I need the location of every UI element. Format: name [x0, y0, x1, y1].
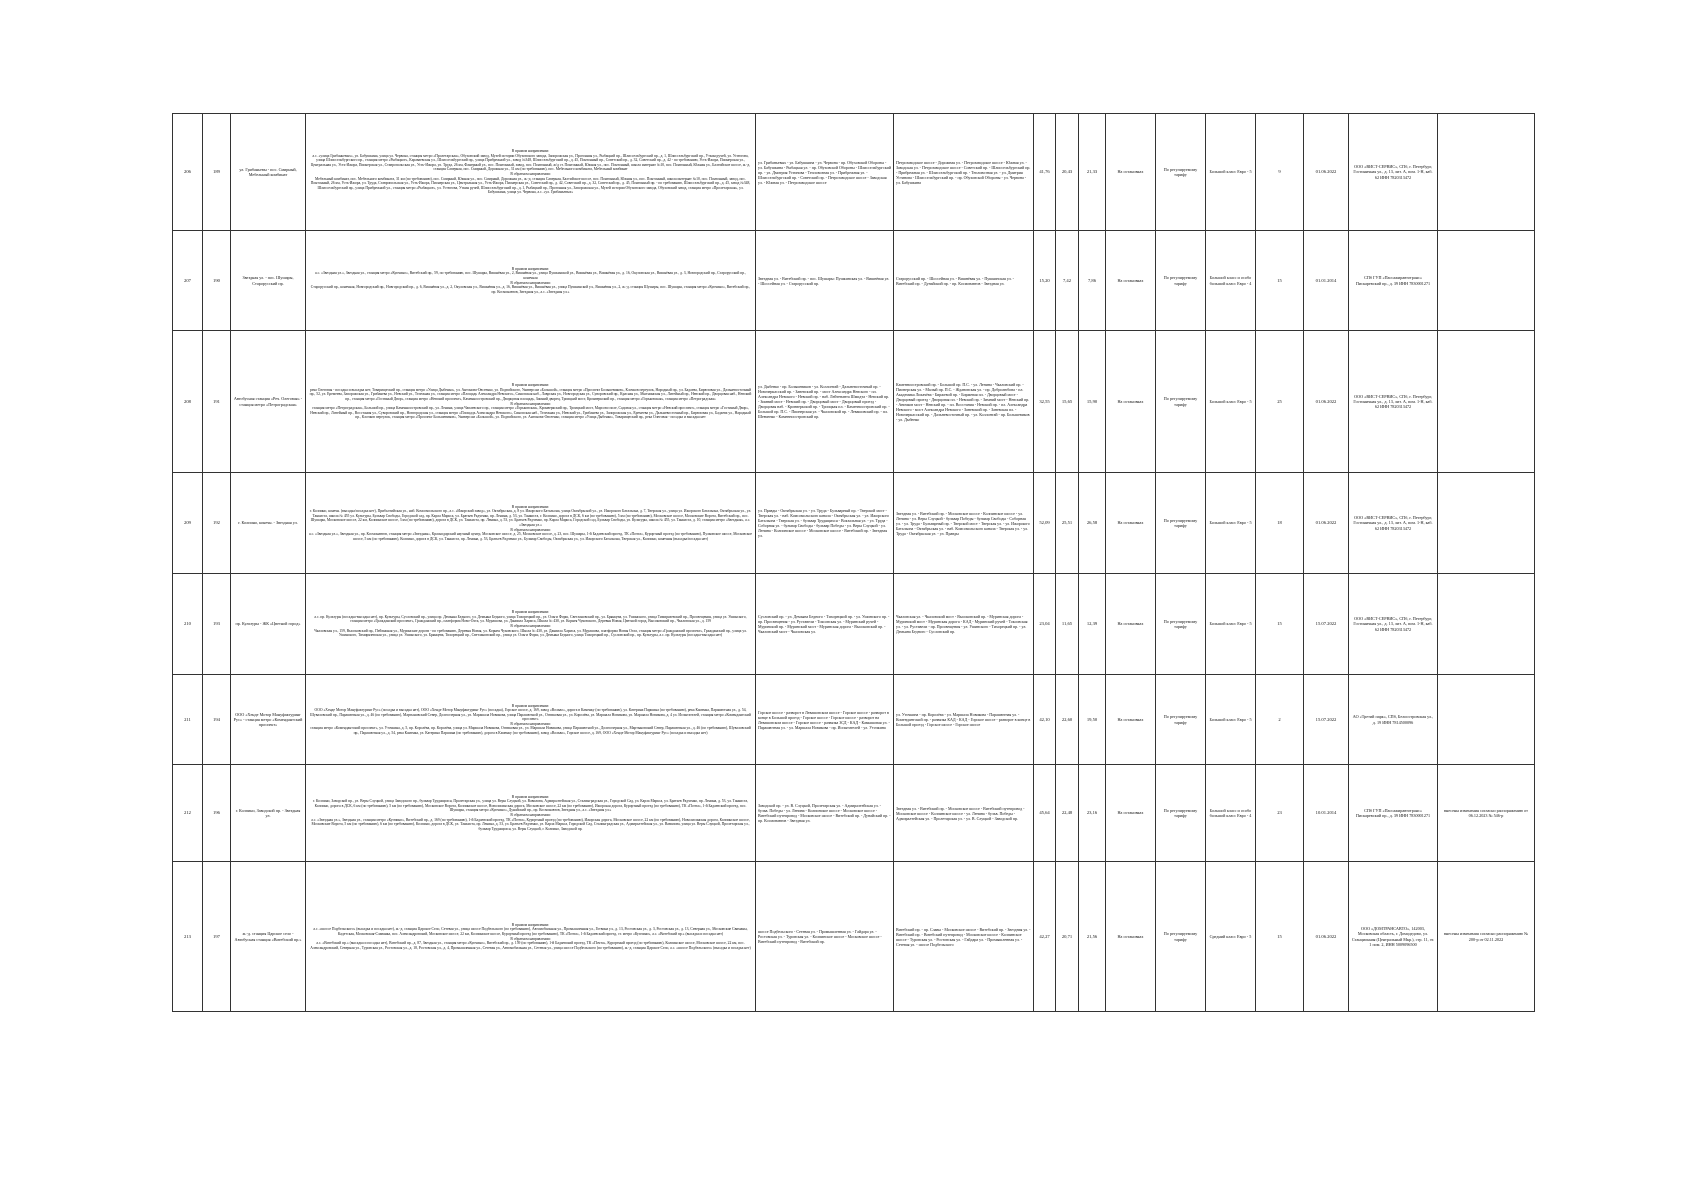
streets-backward: Каменноостровский пр. - Большой пр. П.С. - ул. Ленина - Чкаловский пр. - Пионерская ул. - Малый пр. П.С. - Ждановская ул. - пр. Добролюбова - пл. Академика Лихачёва - Биржевой пр. - Биржевая пл. - Дворцовый мост - Дворцовый проезд - Дворцовая пл. - Невский пр. - Зимний мост - Невский пр. - Аничков мост - Невский пр. - пл. Восстания - Невский пр. - пл. Александра Невского - мост Александра Невского - Заневский пр. - Заневская пл. - Новочеркасский пр. - Дальневосточный пр. - ул. Коллонтай - пр. Большевиков - ул. Дыбенко [894, 331, 1034, 473]
path-fwd-title: В прямом направлении: [511, 794, 550, 799]
row-number: 213 [173, 862, 203, 1012]
length-forward: 22,48 [1056, 765, 1079, 862]
length-total: 15,20 [1034, 231, 1056, 331]
stops-type: На остановках [1106, 765, 1156, 862]
length-forward: 15,65 [1056, 331, 1079, 473]
vehicle-count: 18 [1256, 473, 1304, 574]
length-backward: 23,16 [1079, 765, 1106, 862]
table-row [173, 473, 1535, 574]
route-number: 191 [203, 331, 231, 473]
path-fwd-title: В прямом направлении: [511, 266, 550, 271]
streets-backward: ул. Уточкина - пр. Королёва - ул. Маршала Новикова - Парашютная ул. - Комендантский пр. - развязка КАД - КАД - Горское шоссе - разворот в конце в Большой проезд - Горское шоссе - Горское шоссе [894, 675, 1034, 765]
length-backward: 15,90 [1079, 331, 1106, 473]
streets-forward: ул. Грибаньевых - ул. Бабушкина - ул. Червона - пр. Обуховской Обороны - ул. Бабушкина - Рыбацкая ул. - пр. Обуховской Обороны - Шлиссельбургский пр. - ул. Дмитрия Устинова - Тепловозная ул. - Прибрежная ул. - Шлиссельбургский пр. - Советский пр. - Петрозаводское шоссе - Заводская ул. - Южная ул. - Петрозаводское шоссе [756, 114, 894, 231]
table-row [173, 331, 1535, 473]
length-backward: 26,58 [1079, 473, 1106, 574]
tariff-type: По регулируемому тарифу [1156, 675, 1206, 765]
path-fwd: река Олеговая - посадка и высадка нет, Товарищеский пр., станция метро «Улица Дыбенко», ул. Антонова-Овсеенко, ул. Подвойского, Универсам «Большой», станция метро «Проспект Большевиков», Клочков переулок, Народный пр., ул. Бадаева, Бирюзовая ул., Дальневосточный пр., 52, ул. Еремеева, Запорожская ул., Грибанева ул., Невский ул., Тележная ул., станция метро «Площадь Александра Невского», Синопская наб., Лаврская ул., Новгородская ул., Суворовский пр., Красная ул., Мытнинская ул., Литейный пр., Невский пр., Дворцовая наб., Невский пр., станция метро «Гостиный Двор», станция метро «Невский проспект», Каменноостровский пр., Дворцовая площадь, Зимний дворец, Троицкий мост, Кронверкский пр., станция метро «Горьковская», станция метро «Петроградская» [309, 387, 752, 401]
length-forward: 20,43 [1056, 114, 1079, 231]
tariff-type: По регулируемому тарифу [1156, 231, 1206, 331]
table-row [173, 231, 1535, 331]
length-forward: 25,51 [1056, 473, 1079, 574]
streets-backward: Витебский пр. - пр. Славы - Московское шоссе - Витебский пр. - Звездная ул. - Витебский пр. - Витебский путепровод - Московское шоссе - Колпинское шоссе - Туровская ул. - Ростовская ул. - Гайдара ул. - Промышленная ул. - Сетевая ул. - шоссе Подбельского [894, 862, 1034, 1012]
path-bwd: а.с. «Звездная ул.», Звездная ул., пр. Космонавтов, станция метро «Звездная», Краснодарский научный центр, Московское шоссе, д. 25, Московское шоссе, д. 23, пос. Шушары, 1-й Бадаевский проезд, ТК «Почта», Курортный проезд (по требованию), Пулковское шоссе, Московское шоссе, 5 км (по требованию), Колпино, дорога в ДСК, ул. Танкиста, пр. Ленина, д. 53, Братьев Радченко ул., Бульвар Свободы, Октябрьская ул., ул. Ижорского Батальона, Тверская ул., Колпино, конечная (высадка/посадка нет) [309, 532, 752, 541]
path-fwd: ООО «Хенде Мотор Мануфактуринг Рус» (посадка и высадка нет), ООО «Хенде Мотор Мануфактуринг Рус» (посадка), Горское шоссе, д. 169, завод «Вольво», дорога в Каменку (по требованию), ул. Катерина Паршина (по требованию), река Каменка, Парашютная ул., д. 54, Шуваловский пр., Парашютная ул., д. 46 (по требованию), Мартыновский Север, Долгоозерная ул., ул. Марашала Новикова, улица Парашютной ул., Оптиковая ул., ул. Королёва, ул. Маршала Новикова, ул. Маршала Новикова, д. 4 ул. Испытателей, станция метро «Комендантский проспект» [310, 708, 751, 722]
path-bwd: станция метро «Комендантский проспект», ул. Уточкина, д. 5, пр. Королёва, пр. Королёва, улица ул. Маршала Новикова, Оптиковая ул., ул. Маршала Новикова, улица Парашютной ул., Долгоозерная ул., Мартыновский Север, Парашютная ул., д. 46 (по требованию), Шуваловский пр., Парашютная ул., д. 54, река Каменка, ул. Катерина Паршина (по требованию), дорога в Каменку (по требованию), завод «Вольво», Горское шоссе, д. 169, ООО «Хенде Мотор Мануфактуринг Рус» (посадка и высадка нет) [310, 726, 751, 735]
length-backward: 7,86 [1079, 231, 1106, 331]
tariff-type: По регулируемому тарифу [1156, 114, 1206, 231]
length-forward: 22,60 [1056, 675, 1079, 765]
path-fwd: г. Колпино, конечн. (высадка/посадка нет), Прибалтийская ул., наб. Комсомольского пр., а.с. «Ижорский завод», ул. Октябрьская, д. 8 ул. Ижорского Батальона, улица Октябрьской ул., ул. Ижорского Батальона, д. 7, Тверская ул., улица ул. Ижорского Батальона, Октябрьская ул., ул. Танкиста, школа № 455 ул. Культуры, Бульвар Свободы, Городской сад, пр. Карла Маркса, ул. Братьев Радченко, пр. Ленина, д. 53, ул. Танкиста, г. Колпино, дорога в ДСК, 6 км (по требованию), 5 км (по требованию), Московское шоссе, Московские Ворота, Витебский пр., пос. Шушары, Московское шоссе, 22 км, Колпинское шоссе, 3 км (по требованию), дорога в ДСК, ул. Танкиста, пр. Ленина, д. 53, ул. Братьев Радченко, пр. Карла Маркса, Городской сад, Бульвар Свободы, ул. Культуры, школа № 455, ул. Танкиста, д. 10, станция метро «Звездная», а.с. «Звездная ул.» [309, 509, 752, 527]
streets-forward: Звездная ул. - Витебский пр. - пос. Шушары: Пушкинская ул. - Вишнёвая ул. - Шоссейная ул. - Старорусский пр. [756, 231, 894, 331]
tariff-type: По регулируемому тарифу [1156, 765, 1206, 862]
route-name: ж.-д. станция Царское село - Автобусная станция «Витебский пр.» [231, 862, 306, 1012]
path-fwd-title: В прямом направлении: [511, 610, 550, 615]
registry-page [172, 113, 1534, 1012]
streets-backward: Звездная ул. - Витебский пр. - Московское шоссе - Колпинское шоссе - ул. Ленина - ул. Веры Слуцкой - бульвар Победы - бульвар Свободы - Соборная ул. - ул. Труда - Бульварный пр. - Тверской мост - Тверская ул. - ул. Ижорского Батальона - Октябрьская ул. - наб. Комсомольского канала - Тверская ул. - ул. Труда - Октябрьская ул. - ул. Правды [894, 473, 1034, 574]
length-forward: 20,71 [1056, 862, 1079, 1012]
vehicle-class: Большой класс Евро - 5 [1206, 331, 1256, 473]
route-name: ул. Грибаньевы - пос. Смирный, Мебельный комбинат [231, 114, 306, 231]
stops-type: На остановках [1106, 114, 1156, 231]
vehicle-count: 15 [1256, 862, 1304, 1012]
note [1438, 574, 1535, 675]
stops-type: На остановках [1106, 862, 1156, 1012]
length-forward: 7,42 [1056, 231, 1079, 331]
table-row [173, 574, 1535, 675]
path-fwd-title: В прямом направлении: [511, 383, 550, 388]
path-bwd-title: В обратном направлении: [510, 936, 551, 941]
length-backward: 19,50 [1079, 675, 1106, 765]
start-date: 01.01.2014 [1304, 231, 1349, 331]
path-bwd-title: В обратном направлении: [510, 172, 551, 176]
path-fwd-title: В прямом направлении: [511, 504, 550, 509]
streets-forward: шоссе Подбельского - Сетевая ул. - Промышленная ул. - Гайдара ул. - Ростовская ул. - Туровская ул. - Колпинское шоссе - Московское шоссе - Витебский путепровод - Витебский пр. [756, 862, 894, 1012]
carrier-info: СПб ГУП «Пассажиравтотранс» Пискаревский пр., д. 39 ИНН 7830001271 [1349, 765, 1438, 862]
table-row [173, 862, 1535, 1012]
route-path [306, 862, 756, 1012]
route-name: пр. Культуры - ЖК «Цветной город» [231, 574, 306, 675]
streets-backward: Звездная ул. - Витебский пр. - Московское шоссе - Витебский путепровод - Московское шоссе - Колпинское шоссе - ул. Ленина - бульв. Победы - Адмиралтейская ул. - Пролетарская ул. - ул. В. Слуцкой - Заводской пр. [894, 765, 1034, 862]
path-fwd: а.с. «Звездная ул.», Звездная ул., станция метро «Купчино», Витебский пр., 59, по требованию, пос. Шушары, Вишнёвая ул., 2, Вишнёвая ул., улица Пушкинской ул., Вишнёвая ул., Вишнёвая ул., д. 16, Окуловская ул., Вишнёвая ул., д. 3, Новгородский пр., Старорусский пр., конечная [315, 271, 746, 280]
vehicle-count: 23 [1256, 765, 1304, 862]
note [1438, 331, 1535, 473]
streets-forward: Горское шоссе - разворот в Левашовском шоссе - Горское шоссе - разворот в конце в Большой проезд - Горское шоссе - Горское шоссе - разворот на Левашовском шоссе - Горское шоссе - развязка ЗСД - КАД - Камышовая ул. - Парашютная ул. - ул. Маршала Новикова - пр. Испытателей - ул. Уточкина [756, 675, 894, 765]
path-fwd-title: В прямом направлении: [511, 922, 550, 927]
tariff-type: По регулируемому тарифу [1156, 331, 1206, 473]
streets-backward: Старорусский пр. - Шоссейная ул. - Вишнёвая ул. - Пушкинская ул. - Витебский пр. - Дунайский пр. - пр. Космонавтов - Звездная ул. [894, 231, 1034, 331]
streets-backward: Петрозаводское шоссе - Дорожная ул. - Петрозаводское шоссе - Южная ул. - Заводская ул. - Петрозаводское шоссе - Советский пр. - Шлиссельбургский пр. - Прибрежная ул. - Шлиссельбургский пр. - Тепловозная ул. - ул. Дмитрия Устинова - Шлиссельбургский пр. - пр. Обуховской Обороны - ул. Червона - ул. Бабушкина [894, 114, 1034, 231]
route-number: 196 [203, 765, 231, 862]
note [1438, 675, 1535, 765]
path-bwd-title: В обратном направлении: [510, 813, 551, 817]
start-date: 15.07.2022 [1304, 675, 1349, 765]
tariff-type: По регулируемому тарифу [1156, 862, 1206, 1012]
path-bwd: станция метро «Петроградская», Большой пр., улица Каменноостровский пр., ул. Ленина, улица Чапаевского пр., станция метро «Горьковская», Кронверкский пр., Троицкий мост, Марсово поле, Садовая ул., станция метро «Невский проспект», станция метро «Гостиный Двор», Невский пр., Литейный пр., Восстания ул., Суворовский пр., Новгородская ул., станция метро «Площадь Александра Невского», Синопская наб., Тележная ул., Невский ул., Грибанева ул., Запорожская ул., Еремеева ул., Дальневосточный пр., Бирюзовая ул., Бадаева ул., Народный пр., Клочков переулок, станция метро «Проспект Большевиков», Универсам «Большой», ул. Подвойского, ул. Антонова-Овсеенко, станция метро «Улица Дыбенко», Товарищеский пр., река Олеговая - посадка и высадка нет [310, 406, 751, 420]
path-bwd: а.с. «Звездная ул.», Звездная ул., станция метро «Купчино», Витебский пр., д. 169 (по требованию), 1-й Бадаевский проезд, ТК «Почта», Курортный проезд (по требованию), Ижорская дорога, Московское шоссе, 22 км (по требованию), Новолисинская дорога, Колпинское шоссе, Московские Ворота, 5 км (по требованию), 6 км (по требованию), Колпино, дорога в ДСК, ул. Танкиста, пр. Ленина, д. 53, ул. Братьев Радченко, ул. Карла Маркса, Городской Сад, Сталинградская ул., Адмиралтейская ул., ул. Вавилова, улица ул. Веры Слуцкой, Пролетарская ул., бульвар Трудящихся, ул. Веры Слуцкой, г. Колпино, Заводской пр. [311, 817, 750, 831]
length-backward: 21,56 [1079, 862, 1106, 1012]
stops-type: На остановках [1106, 473, 1156, 574]
route-name: г. Колпино, конечн. - Звездная ул. [231, 473, 306, 574]
path-fwd: а.с. «улица Грибаньевых», ул. Бабушкина, улица ул. Червона, станция метро «Пролетарская», Обуховский завод, Музей истории Обуховского завода, Запорожская ул., Прогонная ул., Рыбацкий пр., Шлиссельбургский пр., д. 1, Шлиссельбургский пр., Уткин ручей, ул. Устюгова, улица Шлиссельбургского пр., станция метро «Рыбацкое», Караваевская ул., Шлиссельбургский пр., улица Прибрежной ул., завод №348, Шлиссельбургский пр., д. 45, Понтонный пр., Советский пр., д. 32, Советский пр., д. 42 - по требованию, Усть-Ижора, Пионерская ул., Центральная ул., Усть-Ижора, Пионерская ул., Ставропольская ул., Усть-Ижора, ул. Труда, 26 км, Фанерный ул., пос. Понтонный, завод, пос. Понтонный, ж/д ст. Понтонный, Южная ул., пос. Понтонный, школа интернат №10, пос. Понтонный, Южная ул., Балтийское шоссе, ж.-д. станция Саперная, пос. Смирный, Дорожная ул., 31 км (по требованию), пос. Мебельного комбината, Мебельный комбинат [310, 153, 751, 172]
route-name: ООО «Хенде Мотор Мануфактуринг Рус» - станция метро «Комендантский проспект» [231, 675, 306, 765]
streets-forward: Заводской пр. - ул. В. Слуцкой, Пролетарская ул. - Адмиралтейская ул. - бульв. Победы - ул. Ленина - Колпинское шоссе - Московское шоссе - Витебский путепровод - Московское шоссе - Витебский пр. - Дунайский пр. - пр. Космонавтов - Звездная ул. [756, 765, 894, 862]
route-path [306, 331, 756, 473]
path-bwd-title: В обратном направлении: [510, 527, 551, 532]
path-fwd: а.с. «шоссе Подбельского» (высадка и посадка нет), ж.-д. станция Царское Село, Сетевая ул., улица шоссе Подбельского (по требованию), Автомобильная ул., Промышленная ул., Готвина ул., д. 13, Ростовская ул., д. 3, Ростовская ул., д. 13, Северная ул., Московские Свиманы, Кадетская, Московская-Славянка, пос. Александровский, Московское шоссе, 22 км, Колпинское шоссе, Курортный проезд (по требованию), ТК «Почта», 1-й Бадаевский проезд, ст. метро «Купчино», а.с. «Витебский пр.» (высадка и посадка нет) [313, 927, 748, 936]
stops-type: На остановках [1106, 675, 1156, 765]
path-bwd-title: В обратном направлении: [510, 280, 551, 285]
length-total: 23,04 [1034, 574, 1056, 675]
start-date: 15.07.2022 [1304, 574, 1349, 675]
carrier-info: ООО «ВИСТ-СЕРВИС», СПб, г. Петербург, Гостиничная ул., д. 13, лит. А, пом. 1-Н, каб. 62 ИНН 7820313472 [1349, 114, 1438, 231]
route-number: 194 [203, 675, 231, 765]
length-total: 45,64 [1034, 765, 1056, 862]
vehicle-count: 9 [1256, 114, 1304, 231]
vehicle-class: Большой класс Евро - 5 [1206, 473, 1256, 574]
route-number: 190 [203, 231, 231, 331]
route-number: 197 [203, 862, 231, 1012]
length-total: 52,09 [1034, 473, 1056, 574]
carrier-info: ООО «ДОМТРАНСАВТО», 142003, Московская область, г. Домодедово, ул. Станционная (Центральный Мкр.), стр. 11, эт. 1 пом. 2, ИНН 5009096500 [1349, 862, 1438, 1012]
vehicle-count: 15 [1256, 231, 1304, 331]
route-number: 189 [203, 114, 231, 231]
row-number: 211 [173, 675, 203, 765]
row-number: 208 [173, 331, 203, 473]
route-path [306, 574, 756, 675]
path-bwd: Чкаловская ул., 159, Высоковский пр., Пейзажная ул., Муринские дороги - по требованию, Деревня Новая, ул. Корнея Чуковского, Школа № 430, ул. Даниила Хармса, ул. Мурашова, платформа Новая Охта, станция метро «Гражданский проспект», Гражданский пр., улица ул. Ушинского, Тимирязевская ул., улица ул. Ушинского, ул. Брянцева, Тихорецкий пр., Светлановский пр., улица ул. Ольги Форш, ул. Демьяна Бедного, улица Тихорецкий пр., Сусловский пр., пр. Культуры, а.с. пр. Культуры (посадка-высадка нет) [314, 628, 747, 638]
length-total: 32,55 [1034, 331, 1056, 473]
route-path [306, 114, 756, 231]
route-name: Автобусная станция «Реч. Олеговая» - станция метро «Петроградская» [231, 331, 306, 473]
route-name: г. Колпино, Заводской пр. - Звездная ул. [231, 765, 306, 862]
carrier-info: СПб ГУП «Пассажиравтотранс» Пискаревский пр., д. 39 ИНН 7830001271 [1349, 231, 1438, 331]
start-date: 01.06.2022 [1304, 862, 1349, 1012]
carrier-info: ООО «ВИСТ-СЕРВИС», СПб, г. Петербург, Гостиничная ул., д. 13, лит. А, пом. 1-Н, каб. 62 ИНН 7820313472 [1349, 473, 1438, 574]
start-date: 10.01.2014 [1304, 765, 1349, 862]
stops-type: На остановках [1106, 574, 1156, 675]
path-bwd: Старорусский пр., конечная, Новгородский пр., Новгородский пр., д. 6, Вишнёвая ул., д. 2, Окуловская ул., Вишнёвая ул., д. 16, Вишнёвая ул., Вишнёвая ул., улица Пушкинской ул., Вишнёвая ул., 2, ж.-д. станция Шушары, пос. Шушары, станция метро «Купчино», Витебский пр., пр. Космонавтов, Звездная ул., а.с. «Звездная ул.» [310, 285, 751, 294]
note [1438, 114, 1535, 231]
row-number: 210 [173, 574, 203, 675]
route-path [306, 675, 756, 765]
streets-backward: Чкаловская ул. - Чкаловский мост - Высоковский пр. - Муринская дорога - Муринский мост - Муринская дорога - КАД - Муринский ручей - Токсовская ул. - ул. Руставели - пр. Просвещения - ул. Ушинского - Тихорецкий пр. - ул. Демьяна Бедного - Сусловский пр. [894, 574, 1034, 675]
path-fwd: г. Колпино, Заводской пр., ул. Веры Слуцкой, улица Заводского пр., бульвар Трудящихся, Пролетарская ул., улица ул. Веры Слуцкой, ул. Вавилова, Адмиралтейская ул., Сталинградская ул., Городской Сад, ул. Карла Маркса, ул. Братьев Радченко, пр. Ленина, д. 53, ул. Танкиста, Колпино, дорога в ДСК, 6 км (по требованию), 5 км (по требованию), Московское Ворота, Колпинское шоссе, Новолисинская дорога, Московское шоссе, 22 км (по требованию), Ижорская дорога, Курортный проезд (по требованию), ТК «Почта», 1-й Бадаевский проезд, пос. Шушары, станция метро «Купчино», Дунайский пр., пр. Космонавтов, Звездная ул., а.с. «Звездная ул.» [312, 799, 749, 813]
note [1438, 473, 1535, 574]
note: внесены изменения согласно распоряжению № 200-р от 02.11.2022 [1438, 862, 1535, 1012]
route-number: 193 [203, 574, 231, 675]
length-total: 42,27 [1034, 862, 1056, 1012]
length-backward: 21,33 [1079, 114, 1106, 231]
vehicle-count: 15 [1256, 574, 1304, 675]
length-forward: 11,65 [1056, 574, 1079, 675]
length-backward: 12,39 [1079, 574, 1106, 675]
path-bwd-title: В обратном направлении: [510, 721, 551, 726]
routes-table [172, 113, 1535, 1012]
vehicle-count: 2 [1256, 675, 1304, 765]
path-bwd-title: В обратном направлении: [510, 401, 551, 406]
carrier-info: АО «Третий парк», СПб, Белоостровская ул., д. 19 ИНН 7814500096 [1349, 675, 1438, 765]
vehicle-class: Большой класс и особо большой класс Евро - 4 [1206, 765, 1256, 862]
path-fwd-title: В прямом направлении: [511, 703, 550, 708]
tariff-type: По регулируемому тарифу [1156, 574, 1206, 675]
row-number: 206 [173, 114, 203, 231]
table-row [173, 675, 1535, 765]
path-fwd: а.с. пр. Культуры (посадка-высадка нет), пр. Культуры, Сусловский пр., улица пр. Демьяна Бедного, ул. Демьяна Бедного, улица Тихорецкий пр., ул. Ольги Форш, Светлановский пр., ул. Брянцева, ул. Ушинского, улица Тимирязевский пр., Просвещения, улица ул. Ушинского, станция метро «Гражданский проспект», Гражданский пр., платформа Ново-Охта, ул. Мурашова, ул. Даниила Хармса, Школа № 430, ул. Корнея Чуковского, Деревня Новая, Цветной город, Высоковский пр., Чкаловская ул., д. 159 [314, 614, 747, 624]
vehicle-class: Большой класс Евро - 5 [1206, 574, 1256, 675]
route-number: 192 [203, 473, 231, 574]
start-date: 01.06.2022 [1304, 114, 1349, 231]
row-number: 209 [173, 473, 203, 574]
note [1438, 231, 1535, 331]
stops-type: На остановках [1106, 231, 1156, 331]
table-row [173, 114, 1535, 231]
table-row [173, 765, 1535, 862]
vehicle-class: Большой класс и особо большой класс Евро - 4 [1206, 231, 1256, 331]
start-date: 01.06.2022 [1304, 331, 1349, 473]
vehicle-class: Большой класс Евро - 5 [1206, 114, 1256, 231]
vehicle-count: 25 [1256, 331, 1304, 473]
vehicle-class: Средний класс Евро - 5 [1206, 862, 1256, 1012]
carrier-info: ООО «ВИСТ-СЕРВИС», СПб, г. Петербург, Гостиничная ул., д. 13, лит. А, пом. 1-Н, каб. 62 ИНН 7820313472 [1349, 331, 1438, 473]
streets-forward: ул. Дыбенко - пр. Большевиков - ул. Коллонтай - Дальневосточный пр. - Новочеркасский пр. - Заневский пр. - мост Александра Невского - пл. Александра Невского - Невский пр. - наб. Лейтенанта Шмидта - Невский пр. - Зимний мост - Невский пр. - Дворцовый мост - Дворцовый проезд - Дворцовая наб. - Кронверкский пр. - Троицкая пл. - Каменноостровский пр. - Большой пр. П.С. - Пионерская ул. - Чкаловский пр. - Левашовский пр. - пл. Шевченко - Каменноостровский пр. [756, 331, 894, 473]
row-number: 212 [173, 765, 203, 862]
path-bwd: Мебельный комбинат, пос. Мебельного комбината, 31 км (по требованию), пос. Смирный, Южная ул., пос. Смирный, Дорожная ул., ж.-д. станция Саперная, Балтийское шоссе, пос. Понтонный, Южная ул., пос. Понтонный, школа интернат №10, пос. Понтонный, завод, пос. Понтонный, 26 км, Усть-Ижора, ул. Труда, Ставропольская ул., Усть-Ижора, Пионерская ул., Центральная ул., Усть-Ижора, Пионерская ул., Советский пр., д. 42, Советский пр., д. 32, Советский пр., д. 45, Понтонный пр. - по требованию, Шлиссельбургский пр., д. 45, завод №348, Шлиссельбургский пр., улица Прибрежной ул., станция метро «Рыбацкое», ул. Устюгова, Уткин ручей, Шлиссельбургский пр., д. 1, Рыбацкий пр., Прогонная ул., Запорожская ул., Музей истории Обуховского завода, Обуховский завод, станция метро «Пролетарская», ул. Бабушкина, улица ул. Червона, а.с. «ул. Грибаньевых» [310, 176, 751, 195]
route-path [306, 473, 756, 574]
route-path [306, 765, 756, 862]
row-number: 207 [173, 231, 203, 331]
route-name: Звездная ул. - пос. Шушары, Старорусский пр. [231, 231, 306, 331]
tariff-type: По регулируемому тарифу [1156, 473, 1206, 574]
start-date: 01.06.2022 [1304, 473, 1349, 574]
streets-forward: Сусловский пр. - ул. Демьяна Бедного - Тихорецкий пр. - ул. Ушинского пр. - пр. Просвещения - ул. Руставели - Токсовская ул. - Муринский ручей - Муринский пр. - Муринский мост - Муринская дорога - Высоковский пр. - Чкаловский мост - Чкаловская ул. [756, 574, 894, 675]
length-total: 41,76 [1034, 114, 1056, 231]
length-total: 42,10 [1034, 675, 1056, 765]
carrier-info: ООО «ВИСТ-СЕРВИС», СПб, г. Петербург, Гостиничная ул., д. 13, лит. А, пом. 1-Н, каб. 62 ИНН 7820313472 [1349, 574, 1438, 675]
route-path [306, 231, 756, 331]
vehicle-class: Большой класс Евро - 5 [1206, 675, 1256, 765]
stops-type: На остановках [1106, 331, 1156, 473]
note: внесены изменения согласно распоряжению от 06.12.2023 № 546-р [1438, 765, 1535, 862]
path-fwd-title: В прямом направлении: [511, 149, 550, 154]
path-bwd: а.с. «Витебский пр.» (высадка и посадка нет), Витебский пр., д. 87, Звездная ул., станция метро «Купчино», Витебский пр., д. 159 (по требованию), 1-й Бадаевский проезд, ТК «Почта», Курортный проезд (по требованию), Колпинское шоссе, Московское шоссе, 22 км, пос. Александровский, Северная ул., Туровская ул., Ростовская ул., д. 18, Ростовская ул., д. 4, Промышленная ул., Сетевая ул., Автомобильная ул., Сетевая ул., улица шоссе Подбельского (по требованию), ж.-д. станция Царское Село, а.с. «шоссе Подбельского» (высадка и посадка нет) [310, 941, 751, 950]
path-bwd-title: В обратном направлении: [510, 624, 551, 628]
streets-forward: ул. Правды - Октябрьская ул. - ул. Труда - Бульварный пр. - Тверской мост - Тверская ул. - наб. Комсомольского канала - Октябрьская ул. - ул. Ижорского Батальона - Тверская ул. - бульвар Трудящихся - Вокзальная ул. - ул. Труда - Соборная ул. - бульвар Свободы - бульвар Победы - ул. Веры Слуцкой - ул. Ленина - Колпинское шоссе - Московское шоссе - Витебский пр. - Звездная ул. [756, 473, 894, 574]
